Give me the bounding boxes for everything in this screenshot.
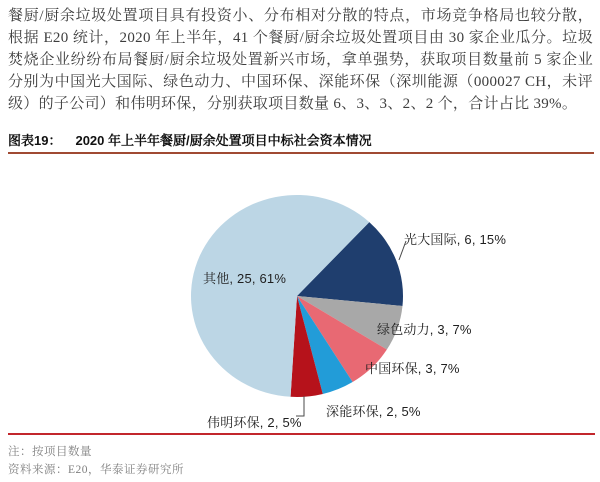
figure-bottom-rule — [8, 433, 595, 435]
pie-chart-area — [0, 160, 600, 432]
body-paragraph: 餐厨/厨余垃圾处置项目具有投资小、分布相对分散的特点，市场竞争格局也较分散，根据 E20 统计，2020 年上半年，41 个餐厨/厨余垃圾处置项目由 30 家企业瓜分。垃圾焚烧企业纷纷布局餐厨/厨余垃圾处置新兴市场，拿单强势，获取项目数量前 5 家企业分别为中国光大国际、绿色动力、中国环保、深能环保（深圳能源（000027 CH，未评级）的子公司）和伟明环保，分别获取项目数量 6、3、3、2、2 个，合计占比 39%。 — [8, 8, 593, 112]
figure-title: 2020 年上半年餐厨/厨余处置项目中标社会资本情况 — [75, 133, 372, 148]
pie-chart-svg — [0, 160, 600, 432]
figure-note: 注：按项目数量 — [8, 446, 92, 458]
pie-label-qita: 其他, 25, 61% — [203, 271, 287, 286]
pie-label-shenneng-huanbao: 深能环保, 2, 5% — [326, 404, 421, 419]
pie-label-zhongguo-huanbao: 中国环保, 3, 7% — [365, 361, 460, 376]
pie-label-guangda-guoji: 光大国际, 6, 15% — [404, 232, 507, 247]
pie-label-weiming-huanbao: 伟明环保, 2, 5% — [207, 415, 302, 430]
figure-label: 图表19： — [8, 133, 62, 148]
pie-label-lvse-dongli: 绿色动力, 3, 7% — [377, 322, 472, 337]
figure-title-rule — [8, 152, 594, 154]
figure-header — [8, 130, 594, 149]
figure-source: 资料来源：E20，华泰证券研究所 — [8, 464, 185, 476]
